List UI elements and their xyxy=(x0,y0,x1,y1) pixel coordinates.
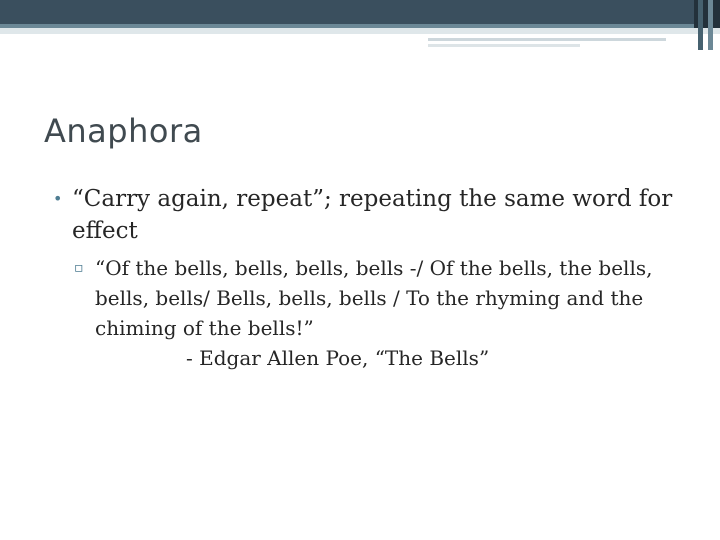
bullet-dot-icon: • xyxy=(53,189,63,208)
corner-stripe xyxy=(708,0,713,50)
accent-line xyxy=(428,44,580,47)
bullet-item-definition xyxy=(53,183,676,247)
accent-line xyxy=(428,38,666,41)
bullet-square-icon: ▫ xyxy=(74,260,84,276)
quote-text: “Of the bells, bells, bells, bells -/ Of the bells, the bells, bells, bells/ Bells, bells, bells / To the rhyming and the chiming of the bells!” xyxy=(95,256,653,340)
quote-attribution: - Edgar Allen Poe, “The Bells” xyxy=(186,346,490,370)
header-highlight xyxy=(0,28,720,34)
corner-stripe xyxy=(698,0,703,50)
header-band xyxy=(0,0,720,24)
slide-title: Anaphora xyxy=(44,112,203,150)
definition-text: “Carry again, repeat”; repeating the same word for effect xyxy=(72,186,673,244)
bullet-item-quote xyxy=(74,253,664,373)
